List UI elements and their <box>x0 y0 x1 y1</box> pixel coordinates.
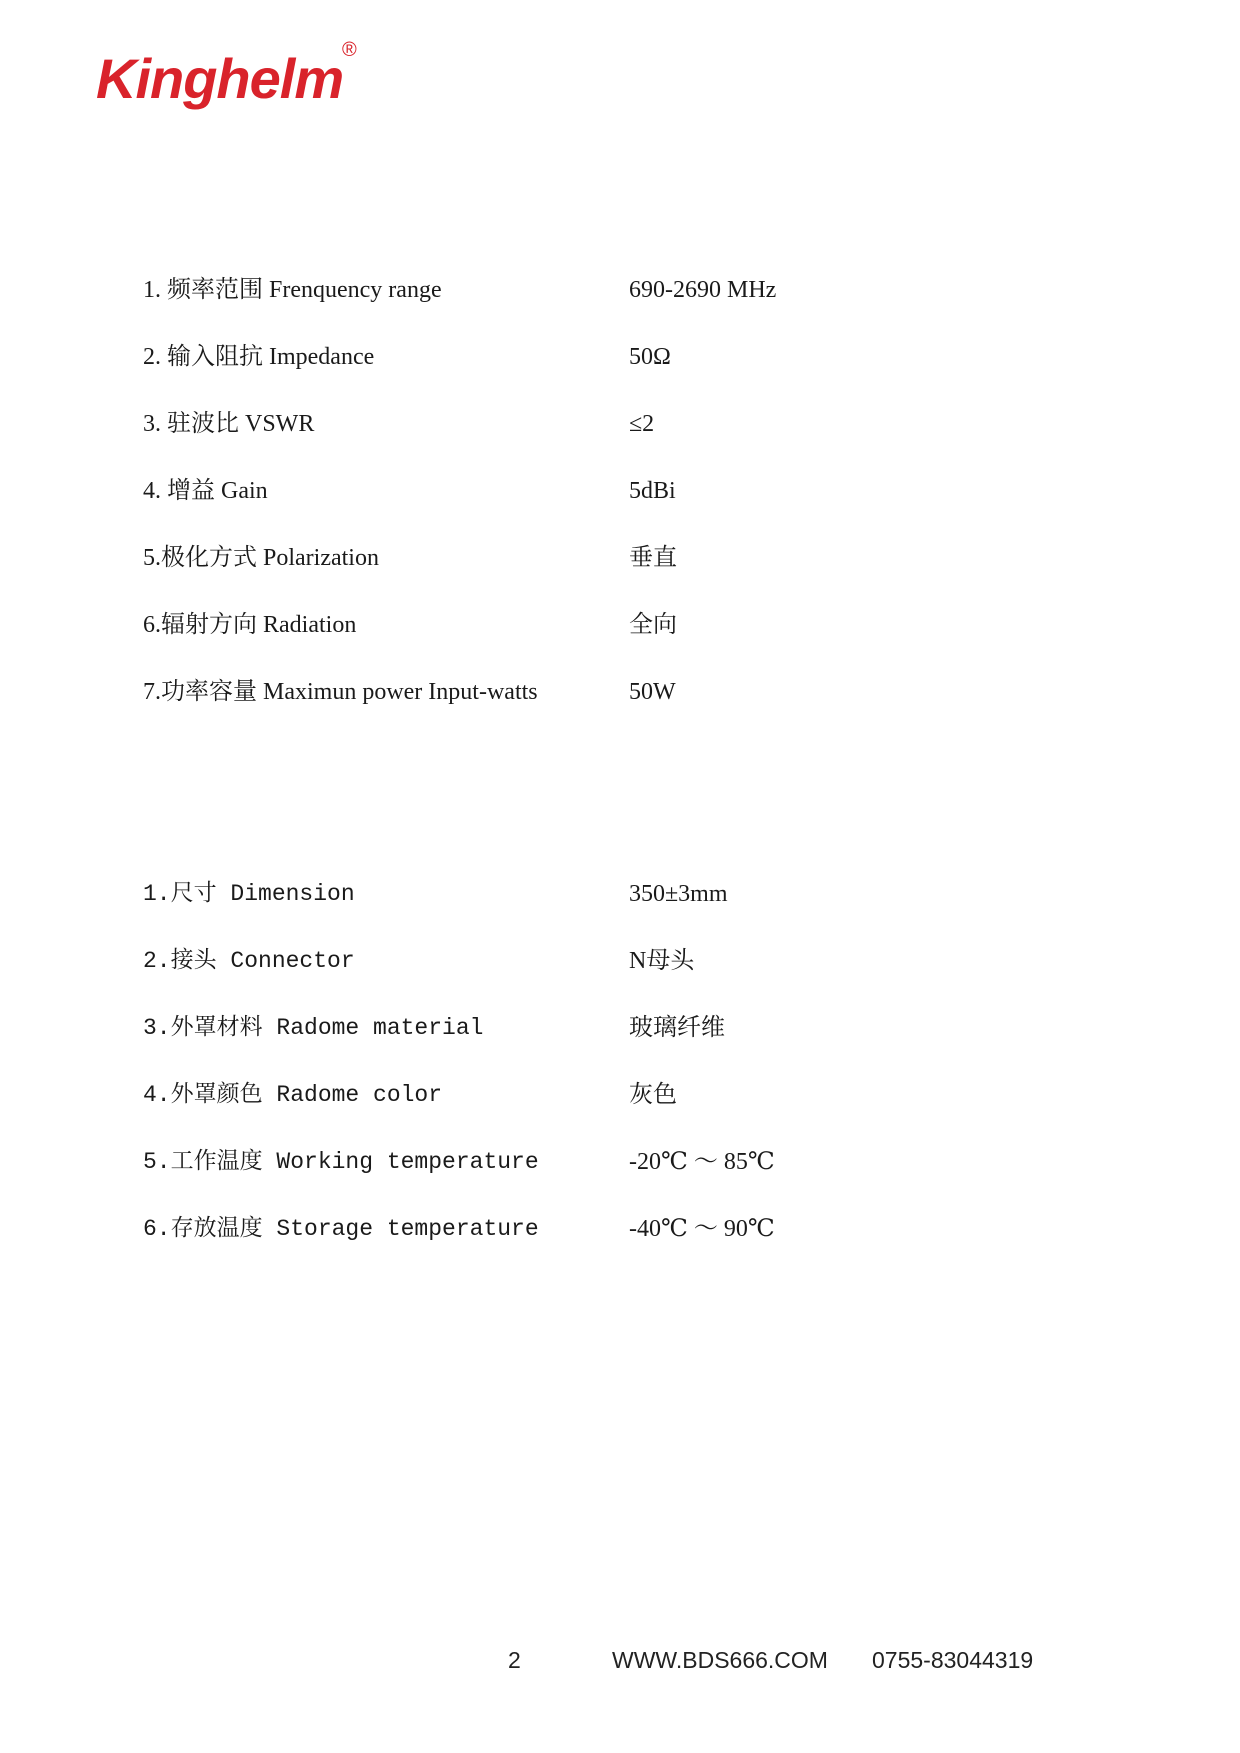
mechanical-spec-table <box>143 861 1043 1263</box>
spec-label: 6.辐射方向 Radiation <box>143 612 357 638</box>
spec-label: 2.接头 Connector <box>143 948 355 974</box>
spec-value: 350±3mm <box>629 881 728 907</box>
spec-value: 5dBi <box>629 478 676 504</box>
spec-label: 5.极化方式 Polarization <box>143 545 379 571</box>
svg-text:®: ® <box>342 39 357 61</box>
spec-label: 1. 频率范围 Frenquency range <box>143 277 442 303</box>
spec-row <box>143 391 1043 458</box>
spec-row <box>143 592 1043 659</box>
page-number: 2 <box>508 1647 521 1673</box>
electrical-spec-table <box>143 257 1043 726</box>
spec-value: 灰色 <box>629 1082 677 1108</box>
spec-row <box>143 324 1043 391</box>
spec-value: 全向 <box>629 612 677 638</box>
spec-value: -40℃ ～ 90℃ <box>629 1216 775 1242</box>
spec-value: ≤2 <box>629 411 655 437</box>
phone-number: 0755-83044319 <box>872 1647 1034 1673</box>
spec-label: 4. 增益 Gain <box>143 478 268 504</box>
spec-value: N母头 <box>629 948 695 974</box>
spec-label: 2. 输入阻抗 Impedance <box>143 344 375 370</box>
spec-row <box>143 928 1043 995</box>
spec-row <box>143 861 1043 928</box>
spec-label: 7.功率容量 Maximun power Input-watts <box>143 679 538 705</box>
spec-label: 1.尺寸 Dimension <box>143 881 355 907</box>
spec-value: 50W <box>629 679 676 705</box>
spec-row <box>143 995 1043 1062</box>
spec-label: 3. 驻波比 VSWR <box>143 411 315 437</box>
spec-label: 6.存放温度 Storage temperature <box>143 1216 539 1242</box>
spec-row <box>143 458 1043 525</box>
spec-row <box>143 1129 1043 1196</box>
spec-value: 690-2690 MHz <box>629 277 777 303</box>
spec-row <box>143 1196 1043 1263</box>
spec-value: 垂直 <box>629 545 677 571</box>
svg-text:Kinghelm: Kinghelm <box>96 47 344 110</box>
spec-label: 4.外罩颜色 Radome color <box>143 1082 443 1108</box>
spec-row <box>143 525 1043 592</box>
page-footer <box>0 1640 1240 1680</box>
spec-row <box>143 1062 1043 1129</box>
kinghelm-logo-mark <box>96 36 416 126</box>
kinghelm-logo <box>96 36 416 126</box>
spec-row <box>143 257 1043 324</box>
spec-label: 3.外罩材料 Radome material <box>143 1015 484 1041</box>
spec-label: 5.工作温度 Working temperature <box>143 1149 539 1175</box>
website-link: WWW.BDS666.COM <box>612 1647 828 1673</box>
spec-value: 50Ω <box>629 344 671 370</box>
spec-value: -20℃ ～ 85℃ <box>629 1149 775 1175</box>
spec-value: 玻璃纤维 <box>629 1015 725 1041</box>
spec-row <box>143 659 1043 726</box>
